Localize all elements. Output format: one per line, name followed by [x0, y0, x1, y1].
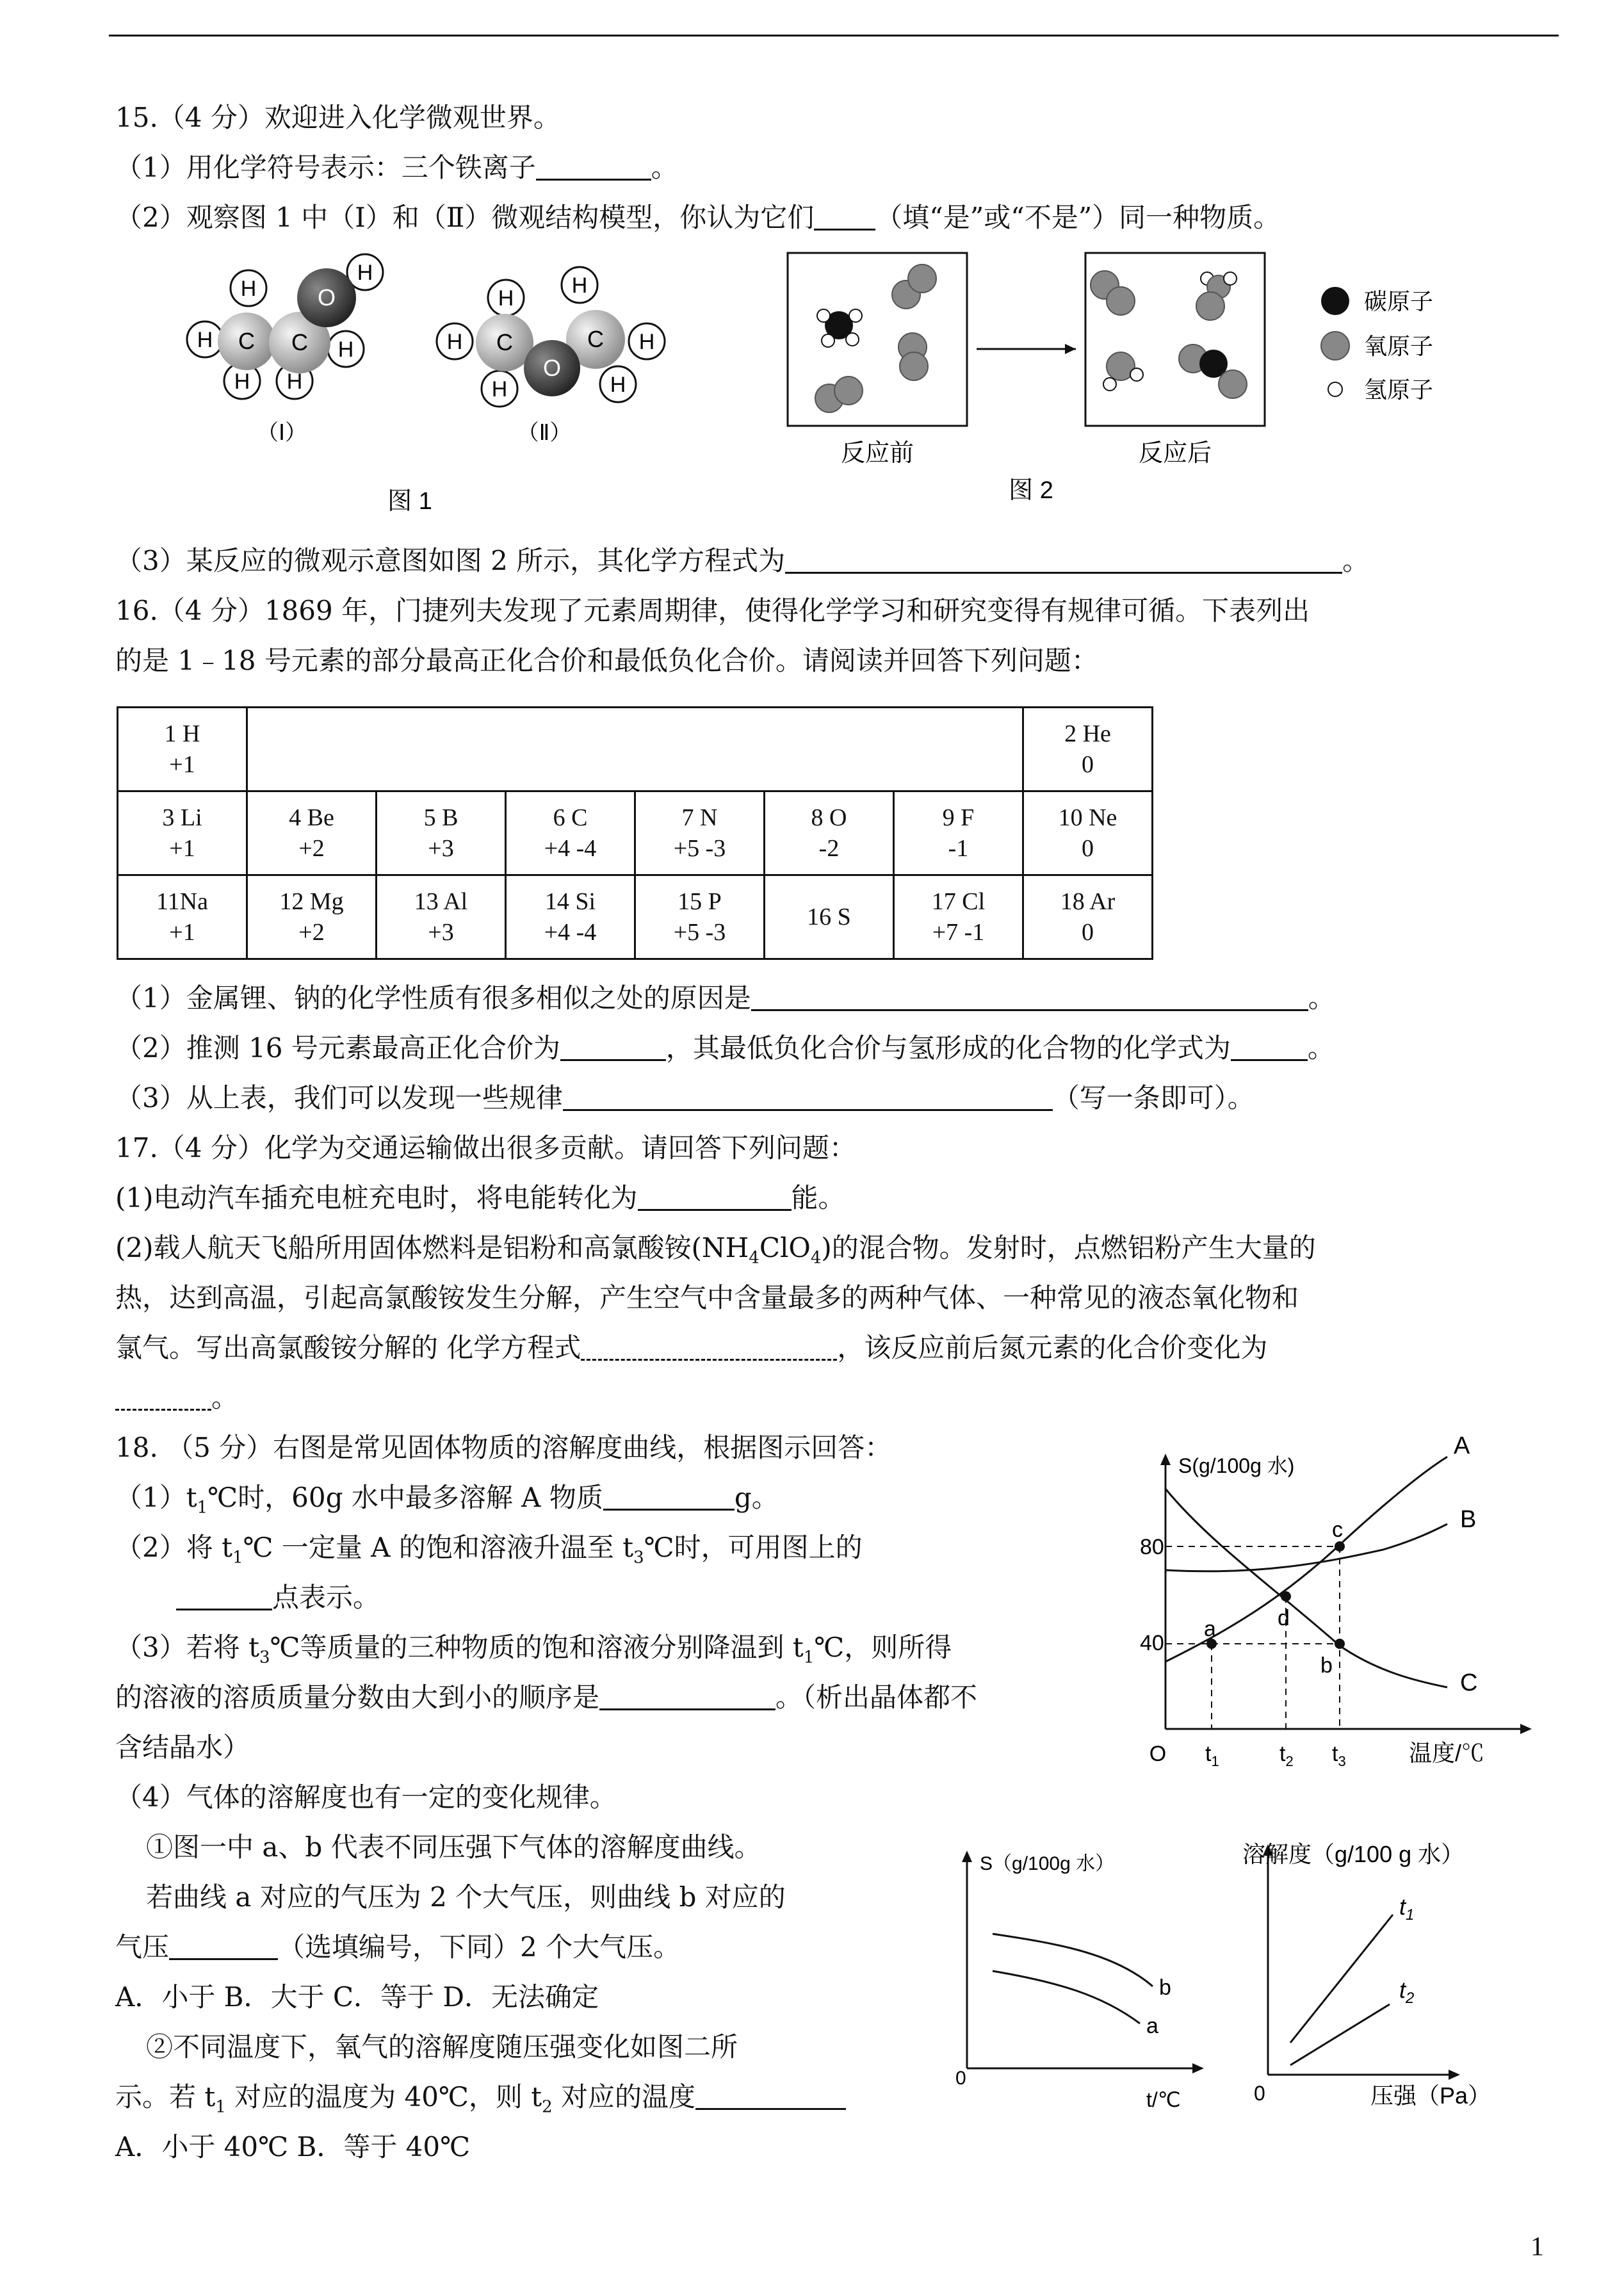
- x-ticks: [1205, 1742, 1346, 1769]
- before-box: [788, 253, 967, 426]
- q17-part2-line3: 氯气。写出高氯酸铵分解的 化学方程式 ，该反应前后氮元素的化合价变化为: [115, 1332, 1268, 1363]
- figure-2-reaction: [784, 250, 1502, 519]
- answer-blank[interactable]: [695, 2082, 846, 2110]
- q18-part4-item1-line2: 若曲线 a 对应的气压为 2 个大气压，则曲线 b 对应的: [146, 1881, 786, 1913]
- before-molecules: [815, 264, 936, 412]
- q16-part2-text: （2）推测 16 号元素最高正化合价为: [115, 1032, 560, 1064]
- table-cell: 8 O -2: [765, 791, 894, 875]
- q15-part2-end: （填“是”或“不是”）同一种物质。: [875, 202, 1281, 233]
- point-c: [1335, 1541, 1345, 1552]
- table-cell: 7 N +5 -3: [635, 791, 765, 875]
- table-cell: 9 F -1: [894, 791, 1023, 875]
- y-tick-40: 40: [1140, 1631, 1164, 1655]
- origin-label: 0: [1254, 2082, 1265, 2105]
- table-cell: 11Na +1: [118, 875, 247, 959]
- label-point-d: d: [1278, 1606, 1290, 1630]
- q18-part2-line2: 点表示。: [176, 1579, 380, 1616]
- table-cell: 15 P +5 -3: [635, 875, 765, 959]
- q18-heading: 18. （5 分）右图是常见固体物质的溶解度曲线，根据图示回答：: [115, 1432, 892, 1463]
- q18-options-2[interactable]: A．小于 40℃ B．等于 40℃: [115, 2131, 471, 2162]
- svg-text:C: C: [496, 329, 513, 355]
- answer-blank[interactable]: [599, 1683, 775, 1710]
- answer-blank[interactable]: [581, 1333, 837, 1361]
- table-cell: 6 C +4 -4: [506, 791, 635, 875]
- svg-text:H: H: [286, 369, 303, 394]
- svg-text:H: H: [446, 330, 463, 354]
- q16-part2-text-b: ，其最低负化合价与氢形成的化合物的化学式为: [665, 1032, 1231, 1064]
- q15-part3-text: （3）某反应的微观示意图如图 2 所示，其化学方程式为: [115, 545, 786, 576]
- series-label-a: A: [1454, 1434, 1470, 1459]
- answer-blank[interactable]: [169, 1933, 278, 1960]
- series-label-c: C: [1460, 1669, 1478, 1696]
- label-ii: （Ⅱ）: [517, 421, 572, 445]
- table-cell: 5 B +3: [377, 791, 506, 875]
- q16-part1-text: （1）金属锂、钠的化学性质有很多相似之处的原因是: [115, 982, 751, 1014]
- svg-text:H: H: [571, 273, 588, 298]
- svg-text:H: H: [234, 369, 250, 394]
- q18-options-1[interactable]: A．小于 B．大于 C．等于 D．无法确定: [115, 1981, 599, 2013]
- svg-text:O: O: [542, 355, 562, 381]
- point-d: [1281, 1591, 1291, 1602]
- curve-b: [993, 1934, 1153, 1986]
- q15-part3: [115, 542, 1369, 580]
- q17-part1-end: 能。: [791, 1182, 845, 1213]
- q15-part2-text: （2）观察图 1 中（Ⅰ）和（Ⅱ）微观结构模型，你认为它们: [115, 202, 815, 233]
- table-row: [118, 875, 1153, 959]
- figure-2-caption: 图 2: [1009, 477, 1053, 504]
- q15-part1-end: 。: [651, 152, 678, 183]
- curve-t2: [1290, 2004, 1390, 2065]
- q15-heading: 15.（4 分）欢迎进入化学微观世界。: [115, 102, 560, 133]
- q16-part3: [115, 1080, 1255, 1117]
- origin-label: O: [1149, 1742, 1167, 1766]
- after-molecules: [1091, 271, 1247, 398]
- curve-t1: [1290, 1915, 1393, 2043]
- origin-label: 0: [955, 2068, 966, 2089]
- q17-part2-line4: 。: [115, 1379, 238, 1416]
- table-cell: 18 Ar 0: [1023, 875, 1153, 959]
- q18-part2: （2）将 $t_1℃$ 一定量 A 的饱和溶液升温至 $t_3℃$时，可用图上的: [115, 1532, 863, 1568]
- series-label-t2: $t_2$: [1399, 1977, 1415, 2007]
- table-cell: 3 Li +1: [118, 791, 247, 875]
- x-axis-label: t/℃: [1146, 2088, 1181, 2111]
- answer-blank[interactable]: [814, 203, 875, 231]
- series-label-b: b: [1159, 1975, 1171, 2000]
- label-after: 反应后: [1138, 440, 1212, 467]
- q17-heading: 17.（4 分）化学为交通运输做出很多贡献。请回答下列问题：: [115, 1132, 856, 1164]
- table-cell: 17 Cl +7 -1: [894, 875, 1023, 959]
- legend-hydrogen: 氢原子: [1364, 377, 1434, 403]
- hydrogen-legend-icon: [1328, 382, 1342, 396]
- table-gap: [247, 708, 1023, 791]
- curve-c: [1165, 1489, 1447, 1687]
- q18-part1: $(1)t_1℃$时，60g 水中最多溶解 A 物质 g。: [115, 1482, 779, 1518]
- series-label-b: B: [1460, 1506, 1477, 1533]
- q15-part3-end: 。: [1342, 545, 1370, 576]
- solubility-chart: [1114, 1434, 1556, 1780]
- series-label-t1: $t_1$: [1399, 1894, 1415, 1924]
- carbon-legend-icon: [1321, 287, 1349, 315]
- answer-blank[interactable]: [638, 1183, 792, 1211]
- q16-part1: [115, 980, 1335, 1017]
- answer-blank[interactable]: [560, 1034, 666, 1061]
- molecule-ii: [437, 267, 665, 407]
- q18-part4-item2-line2: 示。若 $t_1$ 对应的温度为 40℃，则 $t_2$ 对应的温度: [115, 2079, 846, 2125]
- answer-blank[interactable]: [1231, 1034, 1308, 1061]
- answer-blank[interactable]: [536, 153, 651, 181]
- y-axis-label: 溶解度（g/100 g 水）: [1242, 1841, 1465, 1867]
- table-cell: 14 Si +4 -4: [506, 875, 635, 959]
- q18-part4-item2: ②不同温度下，氧气的溶解度随压强变化如图二所: [146, 2031, 738, 2063]
- answer-blank[interactable]: [115, 1383, 211, 1411]
- q18-part4: （4）气体的溶解度也有一定的变化规律。: [115, 1781, 617, 1813]
- svg-text:C: C: [587, 326, 604, 352]
- svg-text:C: C: [238, 328, 255, 354]
- q18-part4-item1: ①图一中 a、b 代表不同压强下气体的溶解度曲线。: [146, 1831, 761, 1863]
- figure-1-molecules: [160, 247, 711, 522]
- series-label-a: a: [1146, 2014, 1158, 2038]
- table-cell: 1 H +1: [118, 708, 247, 791]
- answer-blank[interactable]: [751, 984, 1308, 1011]
- label-i: （Ⅰ）: [256, 421, 307, 445]
- table-cell: 12 Mg +2: [247, 875, 377, 959]
- q15-part1-text: （1）用化学符号表示：三个铁离子: [115, 152, 536, 183]
- svg-text:H: H: [491, 377, 508, 401]
- q18-part3-line2: 的溶液的溶质质量分数由大到小的顺序是 。（析出晶体都不: [115, 1682, 978, 1713]
- periodic-table: [117, 706, 1153, 960]
- q17-part2-line2: 热，达到高温，引起高氯酸铵发生分解，产生空气中含量最多的两种气体、一种常见的液态氧化物和: [115, 1282, 1299, 1313]
- q17-part2: (2)载人航天飞船所用固体燃料是铝粉和高氯酸铵$(NH_4ClO_4)$的混合物。发射时，点燃铝粉产生大量的: [115, 1232, 1316, 1268]
- q16-heading: 16.（4 分）1869 年，门捷列夫发现了元素周期律，使得化学学习和研究变得有规律可循。下表列出: [115, 595, 1310, 626]
- label-before: 反应前: [840, 440, 914, 467]
- table-cell: 10 Ne 0: [1023, 791, 1153, 875]
- x-tick-t3: $t_3$: [1332, 1742, 1346, 1769]
- answer-blank[interactable]: [785, 546, 1342, 574]
- q18-part3-line3: 含结晶水）: [115, 1731, 250, 1763]
- svg-text:H: H: [337, 337, 354, 362]
- table-row: [118, 791, 1153, 875]
- guide-lines: [1165, 1546, 1340, 1729]
- svg-text:C: C: [291, 329, 308, 355]
- figure-1-caption: 图 1: [387, 488, 432, 515]
- x-axis-label: 压强（Pa）: [1370, 2082, 1491, 2109]
- table-cell: 2 He 0: [1023, 708, 1153, 791]
- point-b: [1335, 1639, 1345, 1649]
- q16-part3-text: （3）从上表，我们可以发现一些规律: [115, 1082, 563, 1114]
- arrow-icon: [1065, 344, 1076, 354]
- y-axis-label: S(g/100g 水): [1178, 1454, 1295, 1477]
- gas-solubility-temp-chart: [941, 1838, 1236, 2132]
- x-tick-t1: $t_1$: [1205, 1742, 1219, 1769]
- label-point-b: b: [1320, 1653, 1333, 1678]
- oxygen-legend-icon: [1321, 332, 1349, 360]
- q16-part1-end: 。: [1308, 982, 1335, 1014]
- label-point-a: a: [1204, 1617, 1216, 1641]
- q15-part2: [115, 199, 1280, 236]
- curve-b: [1165, 1524, 1447, 1571]
- svg-text:H: H: [240, 277, 257, 301]
- x-tick-t2: $t_2$: [1279, 1742, 1294, 1769]
- oxygen-solubility-pressure-chart: [1242, 1831, 1543, 2132]
- answer-blank[interactable]: [603, 1483, 735, 1511]
- table-row: [118, 708, 1153, 791]
- curve-a: [993, 1971, 1140, 2023]
- legend-oxygen: 氧原子: [1364, 333, 1434, 359]
- table-cell: 16 S: [765, 875, 894, 959]
- q18-part4-item1-line3: 气压 （选填编号，下同）2 个大气压。: [115, 1931, 681, 1963]
- svg-text:H: H: [197, 328, 213, 352]
- header-rule: [109, 35, 1559, 36]
- answer-blank[interactable]: [563, 1083, 1053, 1111]
- molecule-i: [187, 254, 383, 399]
- legend-carbon: 碳原子: [1364, 288, 1434, 314]
- q16-part2: [115, 1030, 1335, 1067]
- q18-part3: （3）若将 $t_3℃$等质量的三种物质的饱和溶液分别降温到 $t_1℃$，则所得: [115, 1632, 952, 1667]
- answer-blank[interactable]: [176, 1583, 272, 1610]
- svg-text:H: H: [498, 286, 514, 311]
- x-axis-label: 温度/℃: [1409, 1740, 1485, 1766]
- y-tick-80: 80: [1140, 1535, 1164, 1559]
- svg-text:O: O: [317, 284, 336, 311]
- q16-part2-end: 。: [1307, 1032, 1335, 1064]
- table-cell: 13 Al +3: [377, 875, 506, 959]
- svg-text:H: H: [610, 373, 626, 397]
- q17-part1-text: (1)电动汽车插充电桩充电时，将电能转化为: [115, 1182, 638, 1213]
- svg-text:H: H: [638, 330, 655, 354]
- q16-heading-2: 的是 1﹣18 号元素的部分最高正化合价和最低负化合价。请阅读并回答下列问题：: [115, 645, 1098, 676]
- q17-part1: [115, 1180, 845, 1217]
- table-cell: 4 Be +2: [247, 791, 377, 875]
- page-number: 1: [1531, 2232, 1544, 2262]
- svg-text:H: H: [357, 261, 373, 285]
- y-axis-label: S（g/100g 水）: [980, 1853, 1115, 1874]
- q15-part1: [115, 149, 678, 186]
- label-point-c: c: [1332, 1518, 1343, 1542]
- q16-part3-end: （写一条即可）。: [1052, 1082, 1255, 1114]
